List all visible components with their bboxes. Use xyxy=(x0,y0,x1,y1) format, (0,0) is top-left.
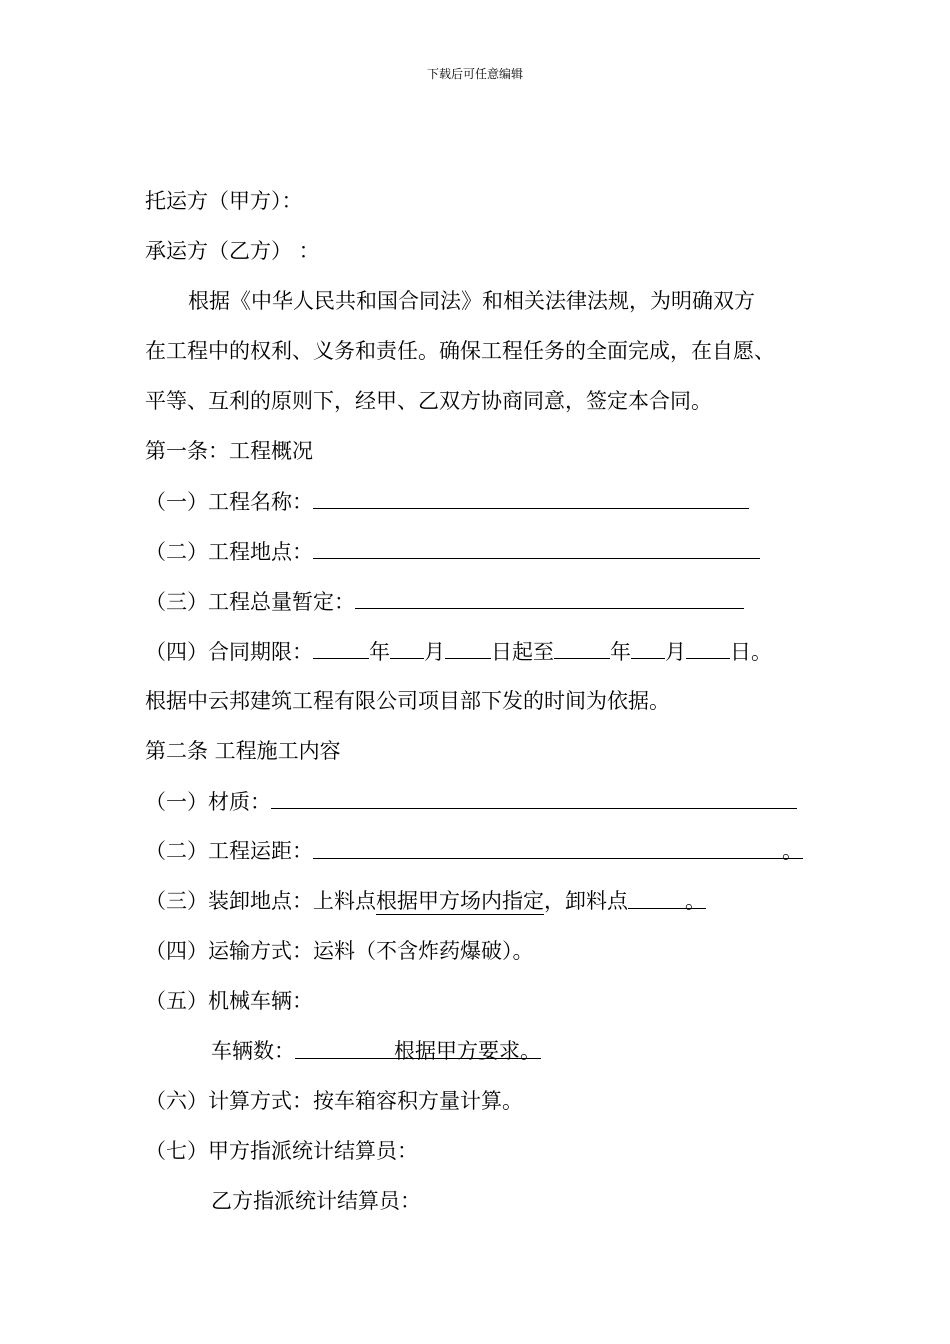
vehicle-count-label: 车辆数： xyxy=(211,1039,295,1063)
distance-row xyxy=(145,836,803,866)
page-header: 下载后可任意编辑 xyxy=(426,67,523,81)
start-day-unit: 日起至 xyxy=(491,640,554,664)
carrier-line: 承运方（乙方） ： xyxy=(145,239,320,263)
party-b-clerk-line: 乙方指派统计结算员： xyxy=(211,1189,421,1213)
transport-method-line: （四）运输方式：运料（不含炸药爆破）。 xyxy=(145,939,534,963)
distance-label: （二）工程运距： xyxy=(145,839,313,863)
calculation-method-line: （六）计算方式：按车箱容积方量计算。 xyxy=(145,1089,523,1113)
project-location-label: （二）工程地点： xyxy=(145,540,313,564)
distance-end: 。 xyxy=(782,839,803,863)
end-day-unit: 日。 xyxy=(730,640,772,664)
end-year-blank[interactable] xyxy=(554,636,610,659)
term-basis-line: 根据中云邦建筑工程有限公司项目部下发的时间为依据。 xyxy=(145,689,670,713)
project-quantity-label: （三）工程总量暂定： xyxy=(145,590,355,614)
project-location-blank[interactable] xyxy=(313,536,760,559)
material-blank[interactable] xyxy=(271,786,797,809)
vehicle-count-value: 根据甲方要求。 xyxy=(394,1039,541,1063)
shipper-line: 托运方（甲方）： xyxy=(145,189,303,213)
article2-title: 第二条 工程施工内容 xyxy=(145,739,341,763)
start-month-unit: 月 xyxy=(424,640,445,664)
vehicle-count-row xyxy=(211,1036,541,1066)
end-month-unit: 月 xyxy=(665,640,686,664)
preamble-line-1: 根据《中华人民共和国合同法》和相关法律法规，为明确双方 xyxy=(188,289,755,313)
unloading-point-blank[interactable] xyxy=(628,886,706,913)
vehicles-line: （五）机械车辆： xyxy=(145,989,313,1013)
loading-point-value: 根据甲方场内指定 xyxy=(376,889,544,913)
material-row xyxy=(145,786,797,817)
start-year-blank[interactable] xyxy=(313,636,369,659)
article1-title: 第一条：工程概况 xyxy=(145,439,313,463)
preamble-line-3: 平等、互利的原则下，经甲、乙双方协商同意，签定本合同。 xyxy=(145,389,712,413)
project-quantity-blank[interactable] xyxy=(355,586,744,609)
project-name-blank[interactable] xyxy=(313,486,749,509)
start-year-unit: 年 xyxy=(369,640,390,664)
end-day-blank[interactable] xyxy=(686,636,730,659)
unloading-label: ，卸料点 xyxy=(544,889,628,913)
vehicle-count-blank[interactable] xyxy=(295,1036,541,1063)
project-location-row xyxy=(145,536,760,567)
party-a-clerk-line: （七）甲方指派统计结算员： xyxy=(145,1139,418,1163)
loading-row xyxy=(145,886,706,916)
contract-term-row xyxy=(145,636,772,667)
start-month-blank[interactable] xyxy=(390,636,424,659)
material-label: （一）材质： xyxy=(145,790,271,814)
end-month-blank[interactable] xyxy=(631,636,665,659)
loading-label: （三）装卸地点：上料点 xyxy=(145,889,376,913)
project-quantity-row xyxy=(145,586,744,617)
start-day-blank[interactable] xyxy=(445,636,491,659)
project-name-row xyxy=(145,486,749,517)
end-year-unit: 年 xyxy=(610,640,631,664)
distance-blank[interactable] xyxy=(313,836,803,863)
contract-term-label: （四）合同期限： xyxy=(145,640,313,664)
project-name-label: （一）工程名称： xyxy=(145,490,313,514)
preamble-line-2: 在工程中的权利、义务和责任。确保工程任务的全面完成，在自愿、 xyxy=(145,339,775,363)
unloading-end: 。 xyxy=(685,889,706,913)
